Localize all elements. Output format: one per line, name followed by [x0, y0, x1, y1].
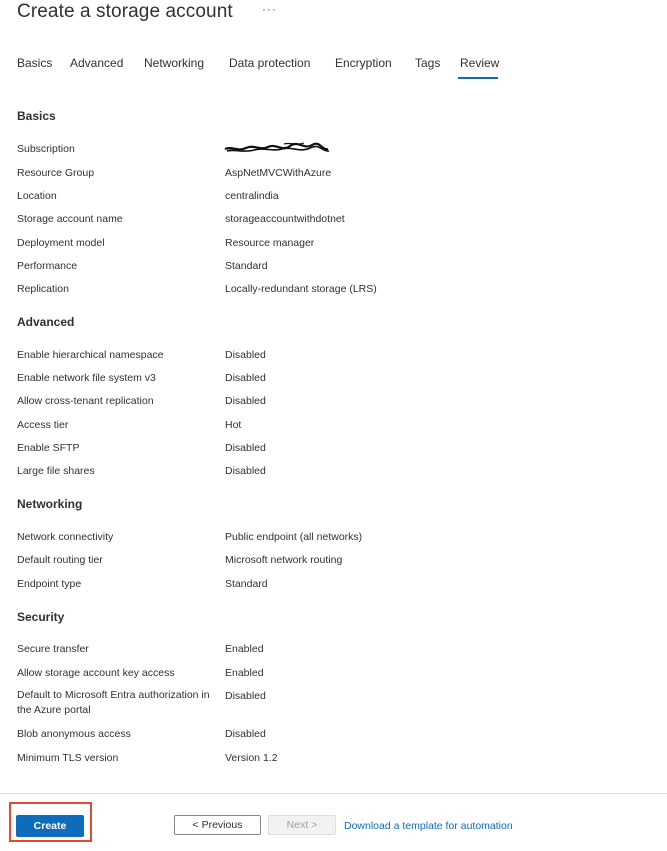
- label-routing-tier: Default routing tier: [17, 554, 103, 566]
- label-blob-anonymous-access: Blob anonymous access: [17, 728, 131, 740]
- label-endpoint-type: Endpoint type: [17, 578, 82, 590]
- redacted-subscription-scribble: [224, 140, 330, 156]
- next-button[interactable]: Next >: [268, 815, 336, 835]
- value-enable-sftp: Disabled: [225, 442, 266, 454]
- label-nfs-v3: Enable network file system v3: [17, 372, 156, 384]
- download-template-link[interactable]: Download a template for automation: [344, 820, 513, 832]
- value-entra-authorization: Disabled: [225, 690, 266, 702]
- label-performance: Performance: [17, 260, 78, 272]
- tab-data-protection[interactable]: Data protection: [229, 56, 311, 70]
- label-subscription: Subscription: [17, 143, 75, 155]
- value-nfs-v3: Disabled: [225, 372, 266, 384]
- label-large-file-shares: Large file shares: [17, 465, 95, 477]
- previous-button[interactable]: < Previous: [174, 815, 261, 835]
- value-endpoint-type: Standard: [225, 578, 268, 590]
- label-entra-authorization: Default to Microsoft Entra authorization in the Azure portal: [17, 689, 210, 716]
- label-access-tier: Access tier: [17, 419, 69, 431]
- create-button[interactable]: Create: [16, 815, 84, 837]
- value-access-tier: Hot: [225, 419, 242, 431]
- section-title-networking: Networking: [17, 497, 83, 511]
- label-hierarchical-namespace: Enable hierarchical namespace: [17, 349, 164, 361]
- label-resource-group: Resource Group: [17, 167, 95, 179]
- value-resource-group: AspNetMVCWithAzure: [225, 167, 332, 179]
- value-storage-account-name: storageaccountwithdotnet: [225, 213, 345, 225]
- label-network-connectivity: Network connectivity: [17, 531, 114, 543]
- label-minimum-tls: Minimum TLS version: [17, 752, 119, 764]
- value-minimum-tls: Version 1.2: [225, 752, 278, 764]
- label-location: Location: [17, 190, 57, 202]
- tab-advanced[interactable]: Advanced: [70, 56, 124, 70]
- value-storage-key-access: Enabled: [225, 667, 264, 679]
- tab-review[interactable]: Review: [460, 56, 500, 70]
- value-large-file-shares: Disabled: [225, 465, 266, 477]
- tab-basics[interactable]: Basics: [17, 56, 53, 70]
- tab-networking[interactable]: Networking: [144, 56, 205, 70]
- label-cross-tenant-replication: Allow cross-tenant replication: [17, 395, 154, 407]
- value-replication: Locally-redundant storage (LRS): [225, 283, 377, 295]
- tab-bar: [0, 50, 667, 80]
- value-blob-anonymous-access: Disabled: [225, 728, 266, 740]
- page-header: [17, 0, 233, 24]
- page-title: Create a storage account: [17, 1, 233, 22]
- value-secure-transfer: Enabled: [225, 643, 264, 655]
- label-secure-transfer: Secure transfer: [17, 643, 89, 655]
- section-title-advanced: Advanced: [17, 315, 75, 329]
- label-storage-account-name: Storage account name: [17, 213, 123, 225]
- section-title-security: Security: [17, 610, 65, 624]
- value-location: centralindia: [225, 190, 279, 202]
- value-cross-tenant-replication: Disabled: [225, 395, 266, 407]
- footer-divider: [0, 793, 667, 794]
- label-replication: Replication: [17, 283, 69, 295]
- value-routing-tier: Microsoft network routing: [225, 554, 343, 566]
- label-deployment-model: Deployment model: [17, 237, 105, 249]
- section-title-basics: Basics: [17, 109, 56, 123]
- value-network-connectivity: Public endpoint (all networks): [225, 531, 363, 543]
- label-storage-key-access: Allow storage account key access: [17, 667, 175, 679]
- tab-encryption[interactable]: Encryption: [335, 56, 392, 70]
- value-hierarchical-namespace: Disabled: [225, 349, 266, 361]
- value-deployment-model: Resource manager: [225, 237, 315, 249]
- active-tab-indicator: [458, 77, 498, 79]
- tab-tags[interactable]: Tags: [415, 56, 441, 70]
- more-options-icon[interactable]: ···: [262, 2, 277, 16]
- label-enable-sftp: Enable SFTP: [17, 442, 80, 454]
- value-performance: Standard: [225, 260, 268, 272]
